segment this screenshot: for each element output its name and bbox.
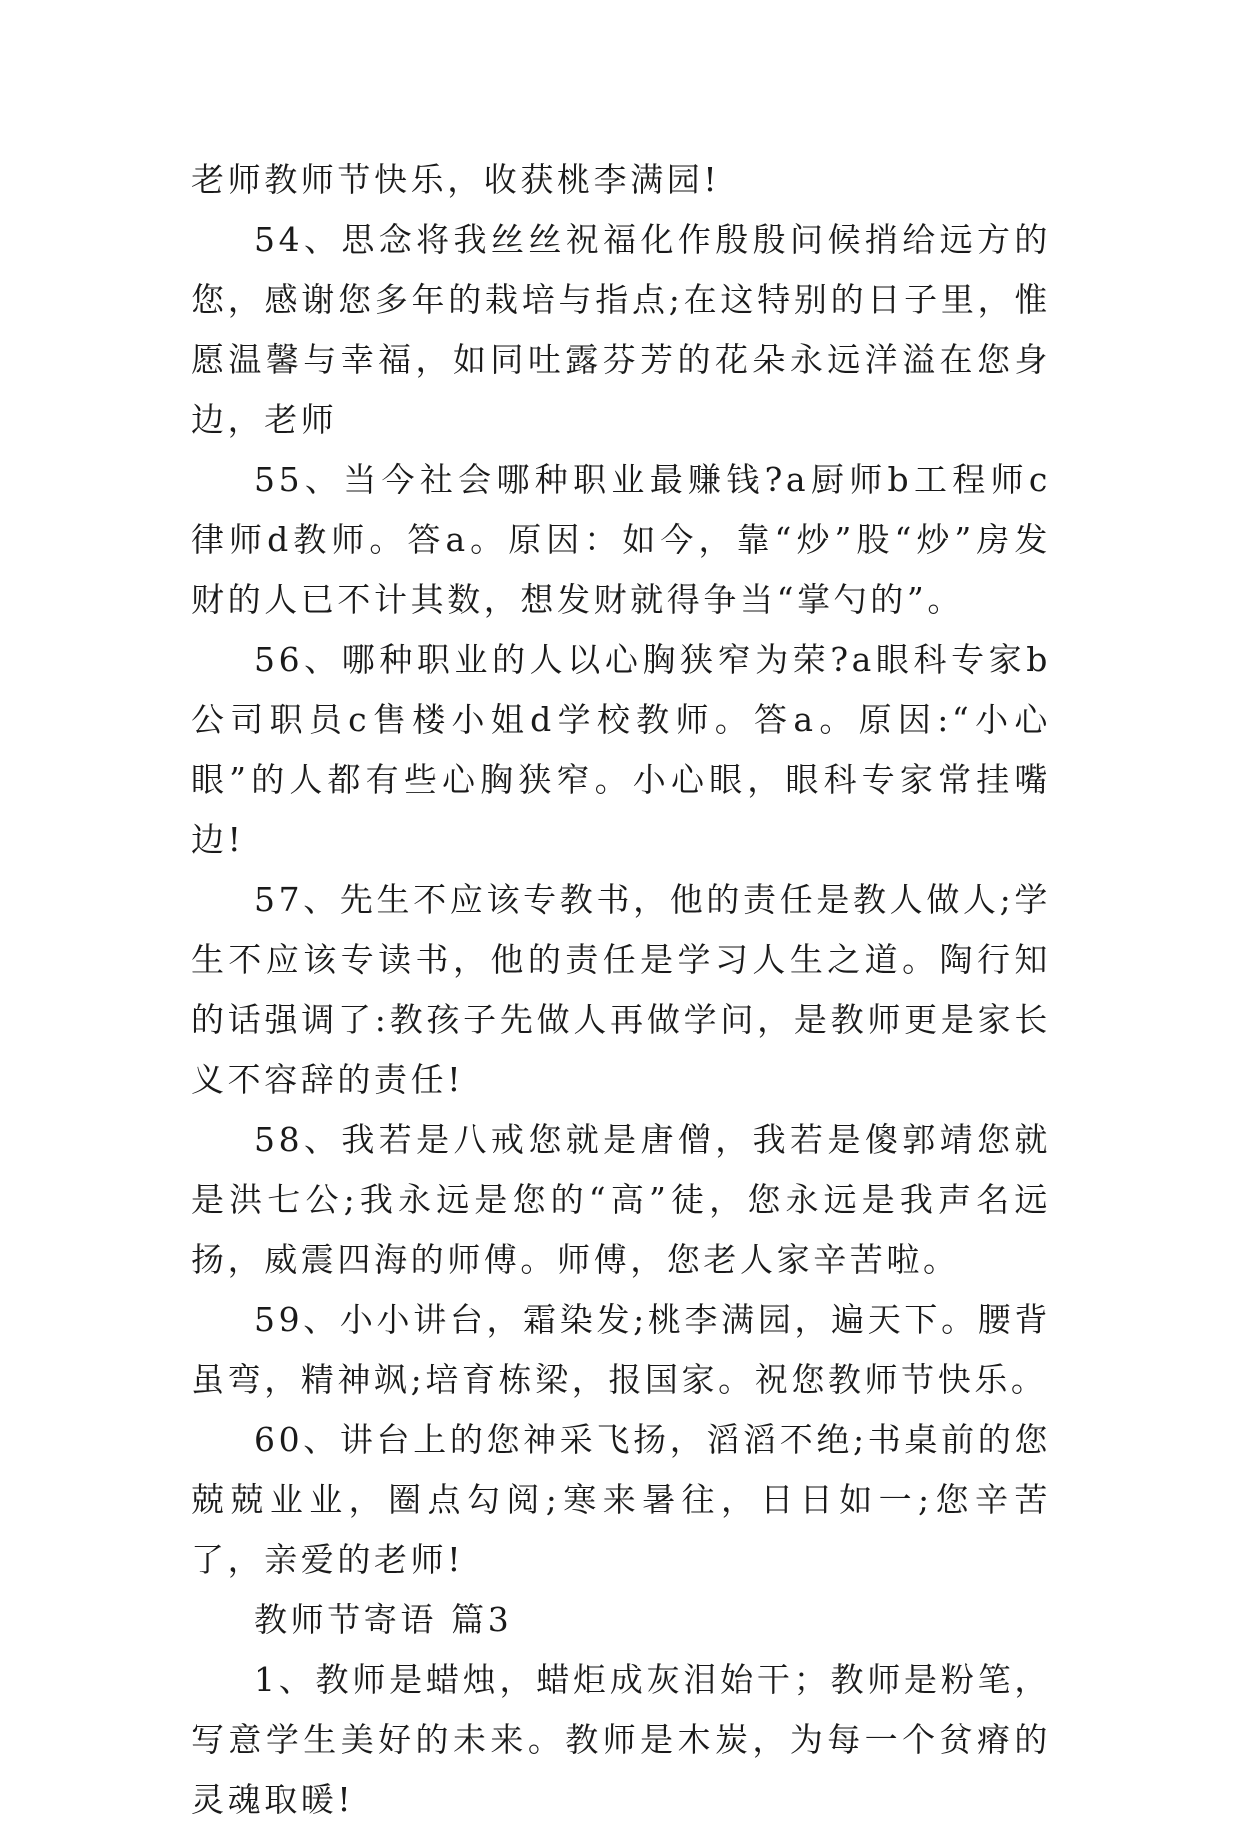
paragraph-56: 56、哪种职业的人以心胸狭窄为荣?a眼科专家b公司职员c售楼小姐d学校教师。答a。原因:“小心眼”的人都有些心胸狭窄。小心眼，眼科专家常挂嘴边!	[191, 640, 1051, 859]
paragraph-57: 57、先生不应该专教书，他的责任是教人做人;学生不应该专读书，他的责任是学习人生之道。陶行知的话强调了:教孩子先做人再做学问，是教师更是家长义不容辞的责任!	[191, 880, 1051, 1099]
paragraph-54: 54、思念将我丝丝祝福化作殷殷问候捎给远方的您，感谢您多年的栽培与指点;在这特别的日子里，惟愿温馨与幸福，如同吐露芬芳的花朵永远洋溢在您身边，老师	[191, 220, 1051, 439]
paragraph-55: 55、当今社会哪种职业最赚钱?a厨师b工程师c律师d教师。答a。原因：如今，靠“炒”股“炒”房发财的人已不计其数，想发财就得争当“掌勺的”。	[191, 460, 1051, 619]
paragraph-continued: 老师教师节快乐，收获桃李满园!	[191, 160, 721, 199]
paragraph-59: 59、小小讲台，霜染发;桃李满园，遍天下。腰背虽弯，精神飒;培育栋梁，报国家。祝您教师节快乐。	[191, 1300, 1051, 1399]
paragraph-58: 58、我若是八戒您就是唐僧，我若是傻郭靖您就是洪七公;我永远是您的“高”徒，您永远是我声名远扬，威震四海的师傅。师傅，您老人家辛苦啦。	[191, 1120, 1051, 1279]
section-heading: 教师节寄语 篇3	[254, 1600, 513, 1639]
paragraph-60: 60、讲台上的您神采飞扬，滔滔不绝;书桌前的您兢兢业业，圈点勾阅;寒来暑往，日日如一;您辛苦了，亲爱的老师!	[191, 1420, 1051, 1579]
document-body	[191, 150, 1051, 1830]
paragraph-1: 1、教师是蜡烛，蜡炬成灰泪始干；教师是粉笔，写意学生美好的未来。教师是木炭，为每一个贫瘠的灵魂取暖!	[191, 1660, 1051, 1819]
